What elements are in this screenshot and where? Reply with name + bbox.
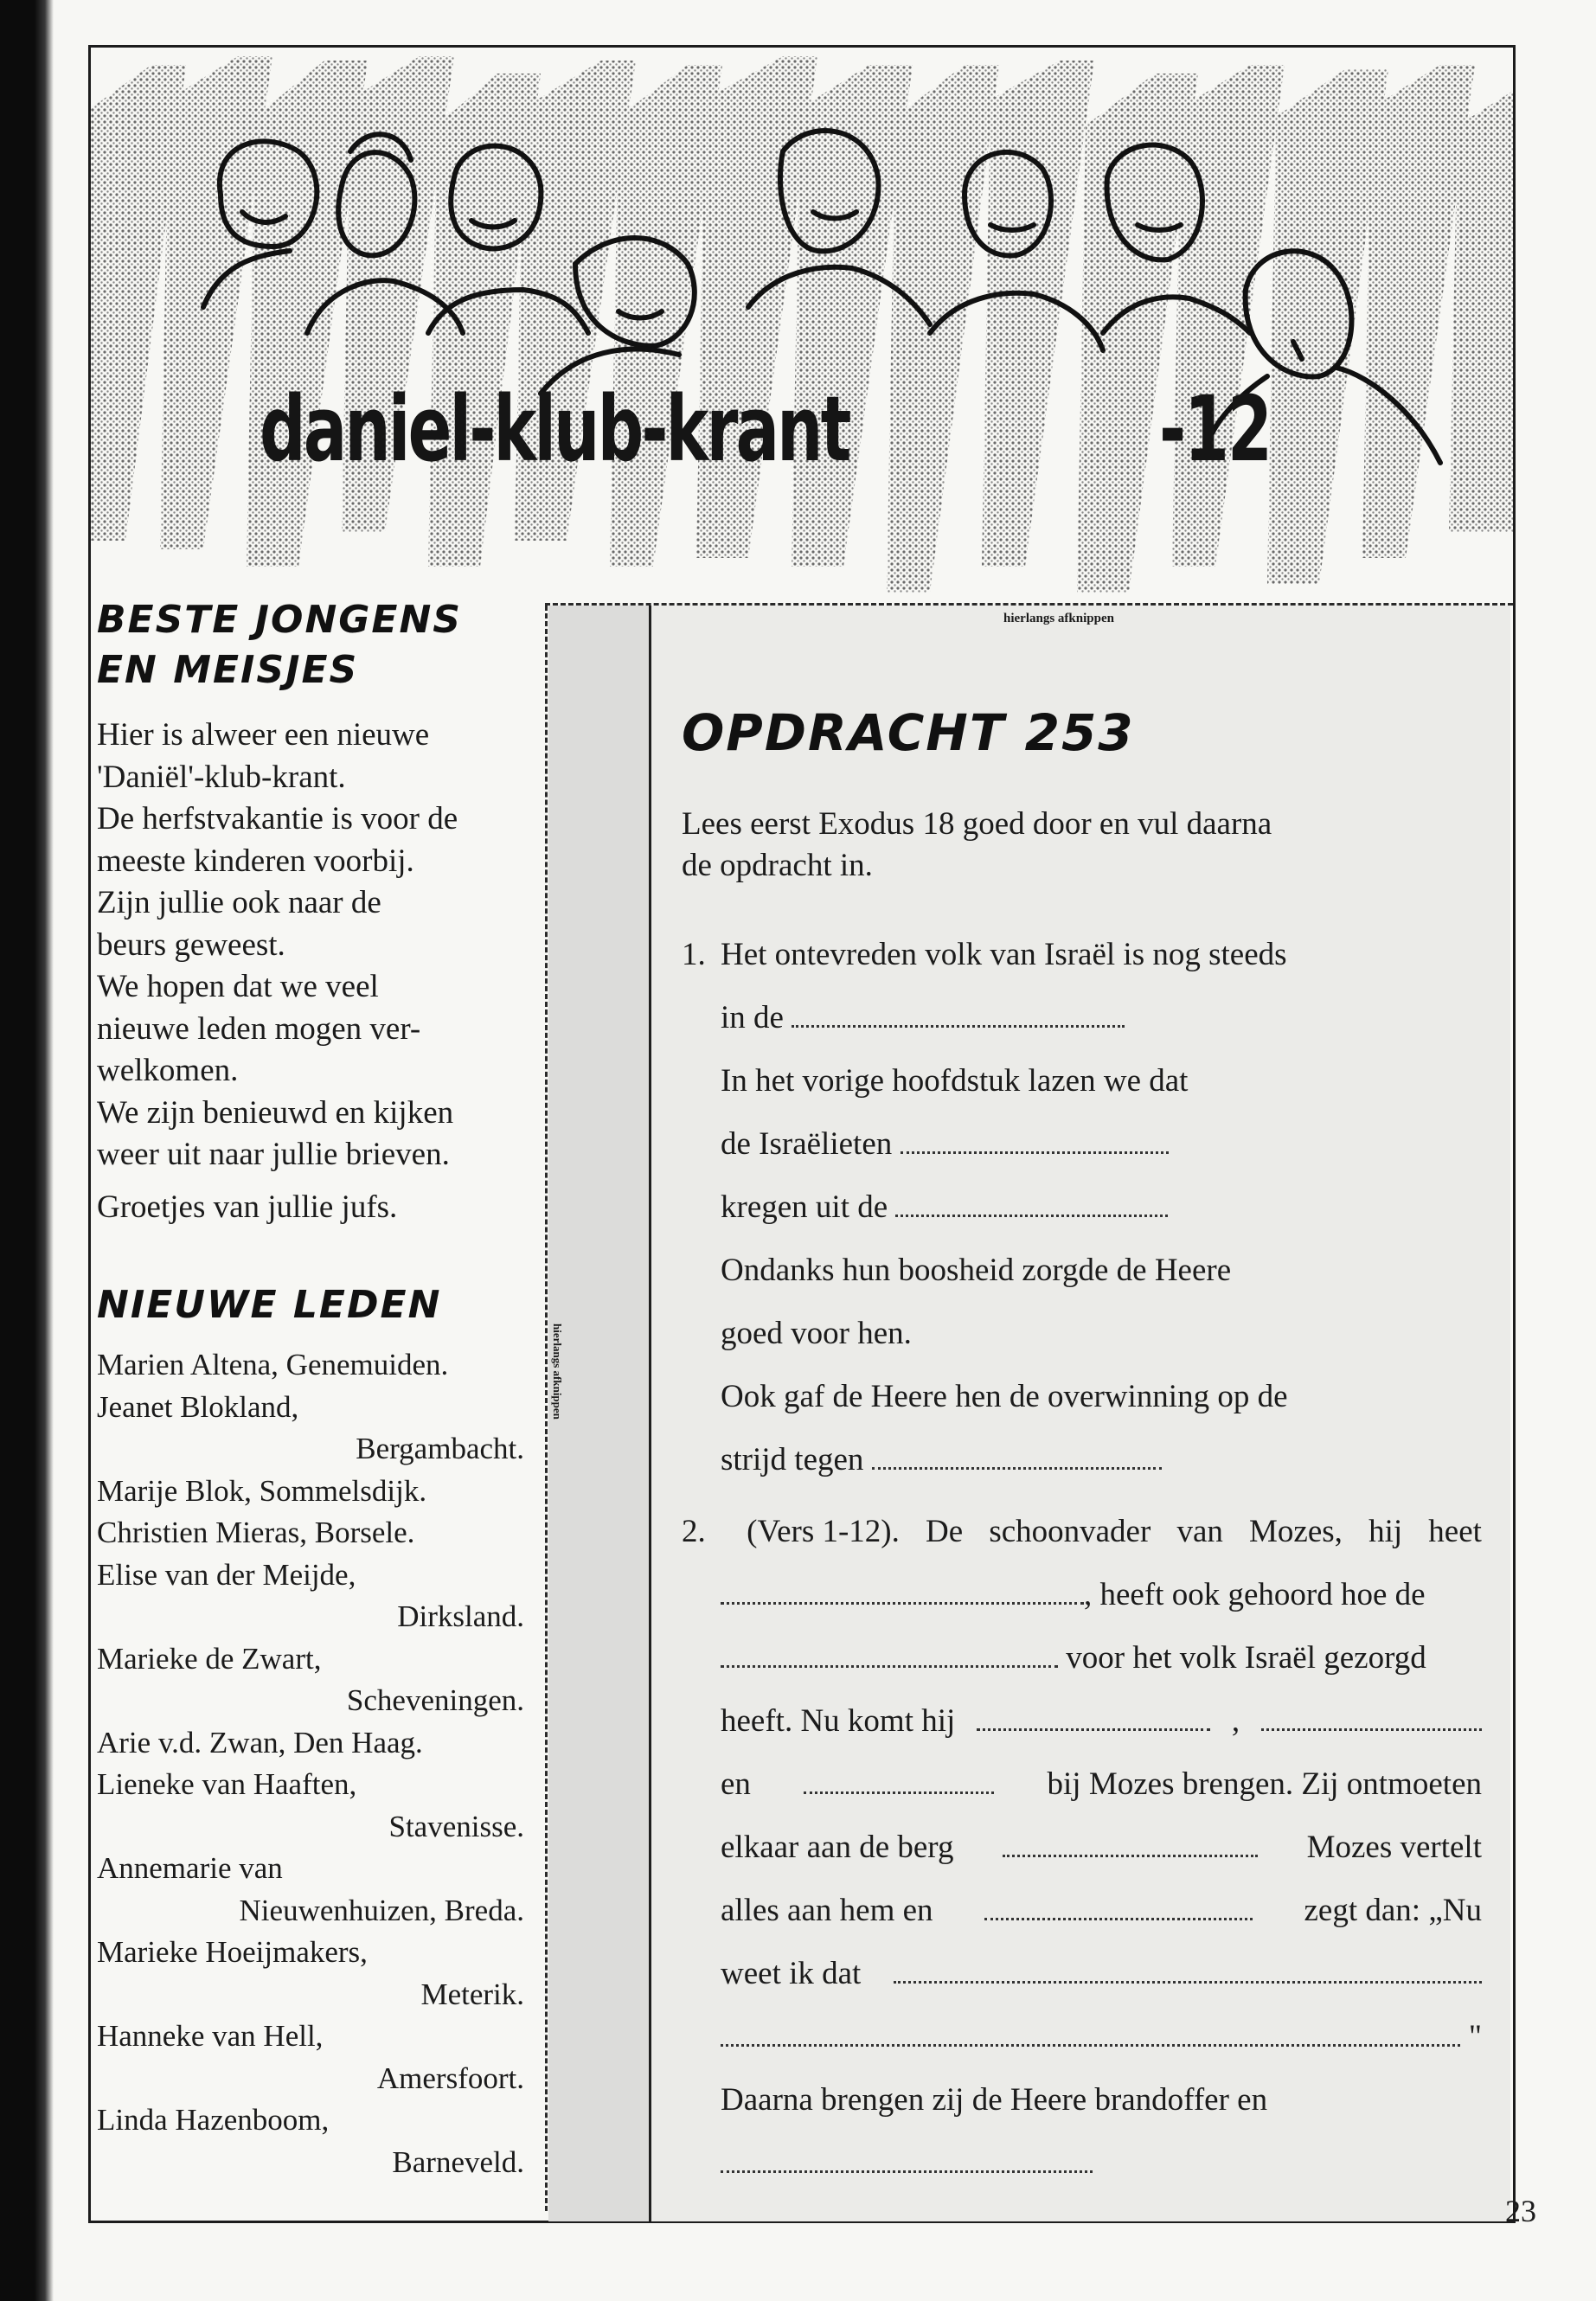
intro-heading: BESTE JONGENS EN MEISJES: [97, 598, 462, 692]
answer-blank[interactable]: [977, 1706, 1210, 1731]
answer-blank[interactable]: [984, 1895, 1253, 1920]
exercise-title: OPDRACHT 253: [682, 703, 1135, 762]
masthead-title: daniel-klub-krant: [260, 376, 849, 482]
issue-number: -12: [1159, 376, 1271, 482]
greeting: Groetjes van jullie jufs.: [97, 1189, 398, 1225]
list-item: Marije Blok, Sommelsdijk.: [97, 1473, 427, 1508]
exercise-intro: Lees eerst Exodus 18 goed door en vul daarna de opdracht in.: [682, 806, 1272, 883]
masthead-illustration: [91, 48, 1513, 601]
intro-text: Hier is alweer een nieuwe 'Daniël'-klub-krant. De herfstvakantie is voor de meeste kinderen voorbij. Zijn jullie ook naar de beurs geweest. We hopen dat we veel nieuwe leden mogen ver- welkomen. We zijn benieuwd en kijken weer uit naar jullie brieven. Groetjes van jullie jufs.: [97, 715, 524, 1228]
members-heading: NIEUWE LEDEN: [97, 1283, 442, 1327]
answer-blank[interactable]: [721, 1580, 1084, 1605]
list-item: Marieke de Zwart, Scheveningen.: [97, 1641, 524, 1717]
children-faces-drawing: [91, 48, 1513, 601]
cut-note: hierlangs afknippen: [1003, 612, 1114, 625]
members-list: [97, 1344, 524, 2183]
answer-blank[interactable]: [721, 1643, 1058, 1668]
list-item: Annemarie van Nieuwenhuizen, Breda.: [97, 1851, 524, 1927]
binding-edge: [0, 0, 54, 2301]
cut-line-vertical: [545, 606, 548, 2211]
list-item: Christien Mieras, Borsele.: [97, 1516, 415, 1549]
answer-blank[interactable]: [872, 1445, 1162, 1470]
left-column: [97, 595, 524, 2183]
answer-blank[interactable]: [721, 2148, 1093, 2173]
list-item: Arie v.d. Zwan, Den Haag.: [97, 1725, 423, 1759]
list-item: Lieneke van Haaften, Stavenisse.: [97, 1767, 524, 1843]
list-item: Linda Hazenboom, Barneveld.: [97, 2103, 524, 2179]
question-1: 1. Het ontevreden volk van Israël is nog steeds in de In het vorige hoofdstuk lazen we dat de Israëlieten kregen uit de Ondanks hun boosheid zorgde de Heere goed voor hen. Ook gaf de Heere hen de overwinning op de strijd tegen: [682, 937, 1288, 1477]
page-number: 23: [1505, 2194, 1536, 2228]
answer-blank[interactable]: [901, 1129, 1169, 1154]
answer-blank[interactable]: [1261, 1706, 1482, 1731]
list-item: Marien Altena, Genemuiden.: [97, 1348, 449, 1381]
answer-blank[interactable]: [894, 1958, 1482, 1984]
list-item: Jeanet Blokland, Bergambacht.: [97, 1389, 524, 1465]
question-2: 2. (Vers 1-12). De schoonvader van Mozes, hij heet , heeft ook gehoord hoe de voor het volk Israël gezorgd heeft. Nu komt hij , en bij Mozes brengen. Zij ontmoeten elkaar aan de berg Mozes vertelt alles aan hem en zegt dan: „Nu weet ik dat " Daarna brengen zij de Heere brandoffer en: [682, 1516, 1482, 2210]
list-item: Elise van der Meijde, Dirksland.: [97, 1557, 524, 1633]
answer-blank[interactable]: [792, 1003, 1125, 1028]
list-item: Marieke Hoeijmakers, Meterik.: [97, 1935, 524, 2011]
exercise: [682, 705, 1482, 2210]
cut-note-vertical: hierlangs afknippen: [551, 1324, 564, 1420]
list-item: Hanneke van Hell, Amersfoort.: [97, 2019, 524, 2095]
answer-blank[interactable]: [1003, 1832, 1258, 1857]
answer-blank[interactable]: [895, 1192, 1168, 1217]
answer-blank[interactable]: [804, 1769, 994, 1794]
answer-blank[interactable]: [721, 2022, 1460, 2047]
